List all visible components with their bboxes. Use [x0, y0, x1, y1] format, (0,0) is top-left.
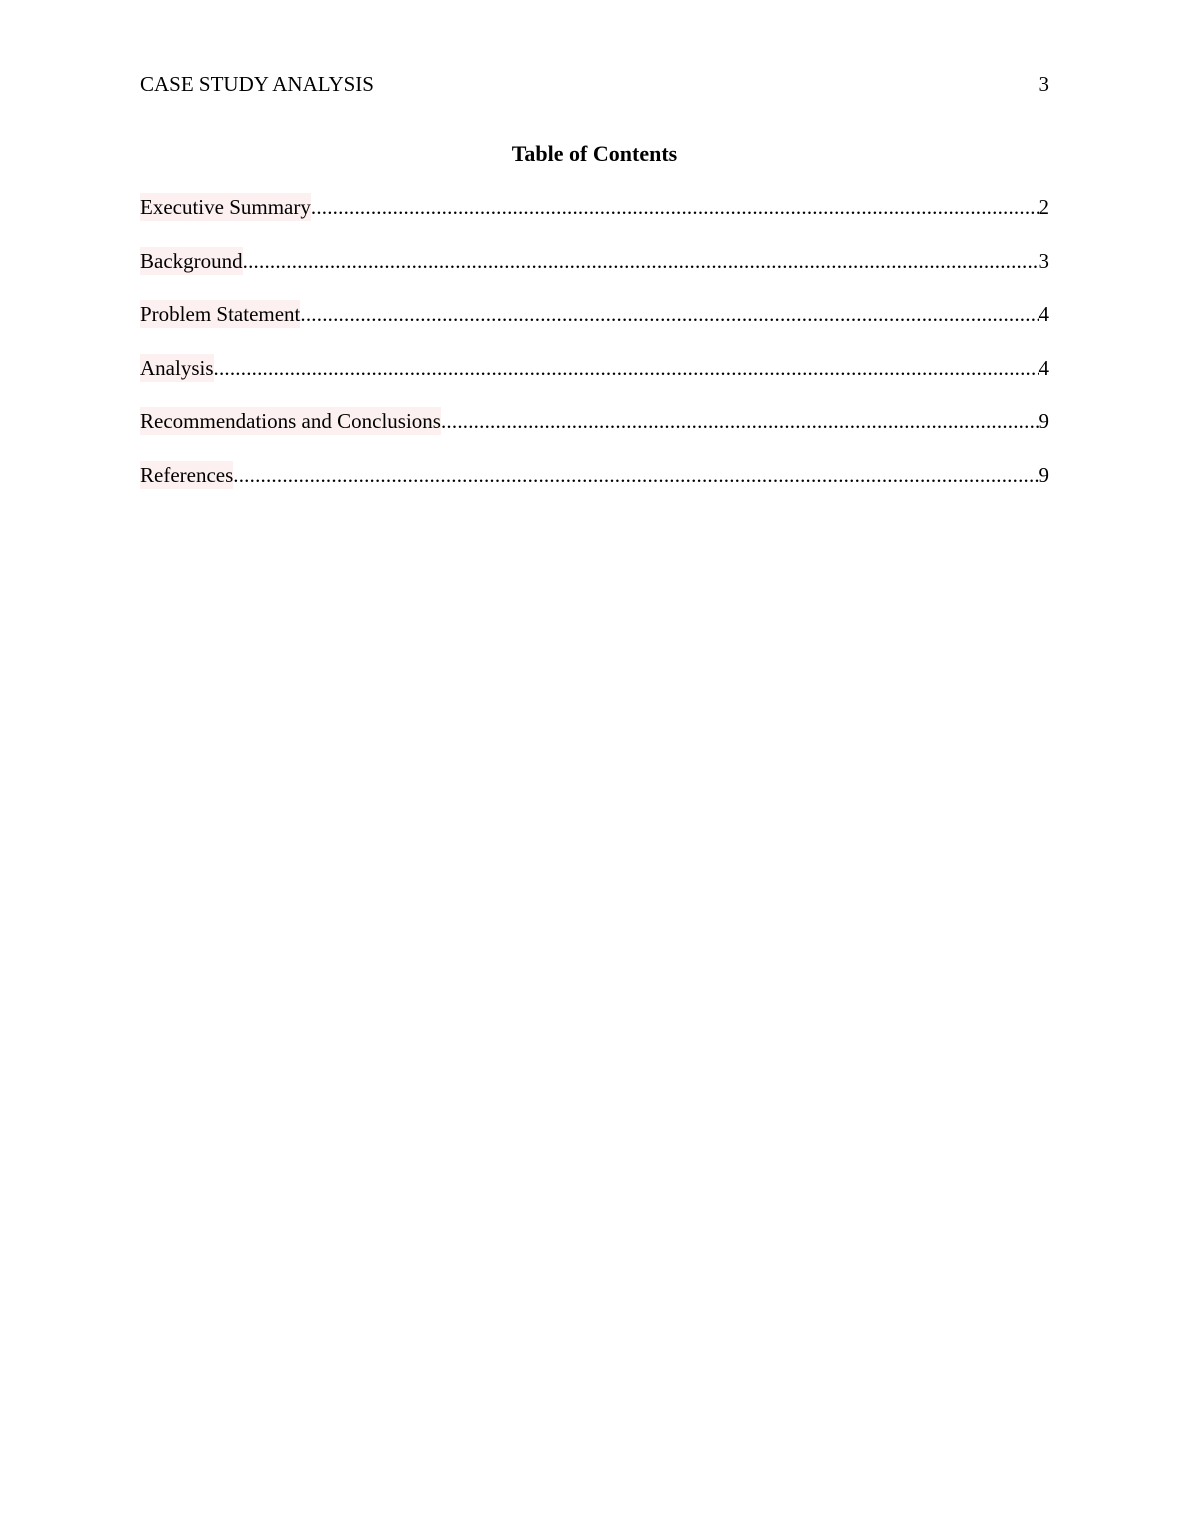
table-of-contents	[140, 193, 1049, 515]
toc-entry-recommendations-and-conclusions[interactable]	[140, 407, 1049, 461]
toc-entry-page: 4	[1038, 302, 1049, 327]
toc-entry-analysis[interactable]	[140, 354, 1049, 408]
toc-entry-label: Problem Statement	[140, 302, 301, 327]
toc-dot-leader	[441, 407, 1039, 435]
toc-dot-leader	[311, 193, 1039, 221]
toc-title: Table of Contents	[511, 141, 678, 166]
toc-entry-label: Recommendations and Conclusions	[140, 409, 441, 434]
toc-entry-executive-summary[interactable]	[140, 193, 1049, 247]
running-head	[140, 70, 1049, 98]
toc-dot-leader	[243, 247, 1039, 275]
toc-entry-page: 4	[1038, 355, 1049, 380]
toc-entry-label: Executive Summary	[140, 195, 311, 219]
toc-dot-leader	[233, 461, 1038, 489]
toc-entry-references[interactable]	[140, 461, 1049, 515]
toc-dot-leader	[214, 354, 1039, 382]
toc-entry-background[interactable]	[140, 247, 1049, 301]
toc-dot-leader	[300, 300, 1038, 328]
toc-entry-label: References	[140, 462, 234, 487]
toc-entry-page: 2	[1038, 195, 1049, 219]
page-number: 3	[1038, 72, 1049, 96]
running-head-title: CASE STUDY ANALYSIS	[140, 72, 374, 96]
toc-entry-page: 3	[1038, 248, 1049, 273]
toc-entry-page: 9	[1038, 462, 1049, 487]
toc-entry-problem-statement[interactable]	[140, 300, 1049, 354]
toc-entry-label: Background	[140, 248, 243, 273]
toc-entry-label: Analysis	[140, 355, 214, 380]
toc-entry-page: 9	[1038, 409, 1049, 434]
